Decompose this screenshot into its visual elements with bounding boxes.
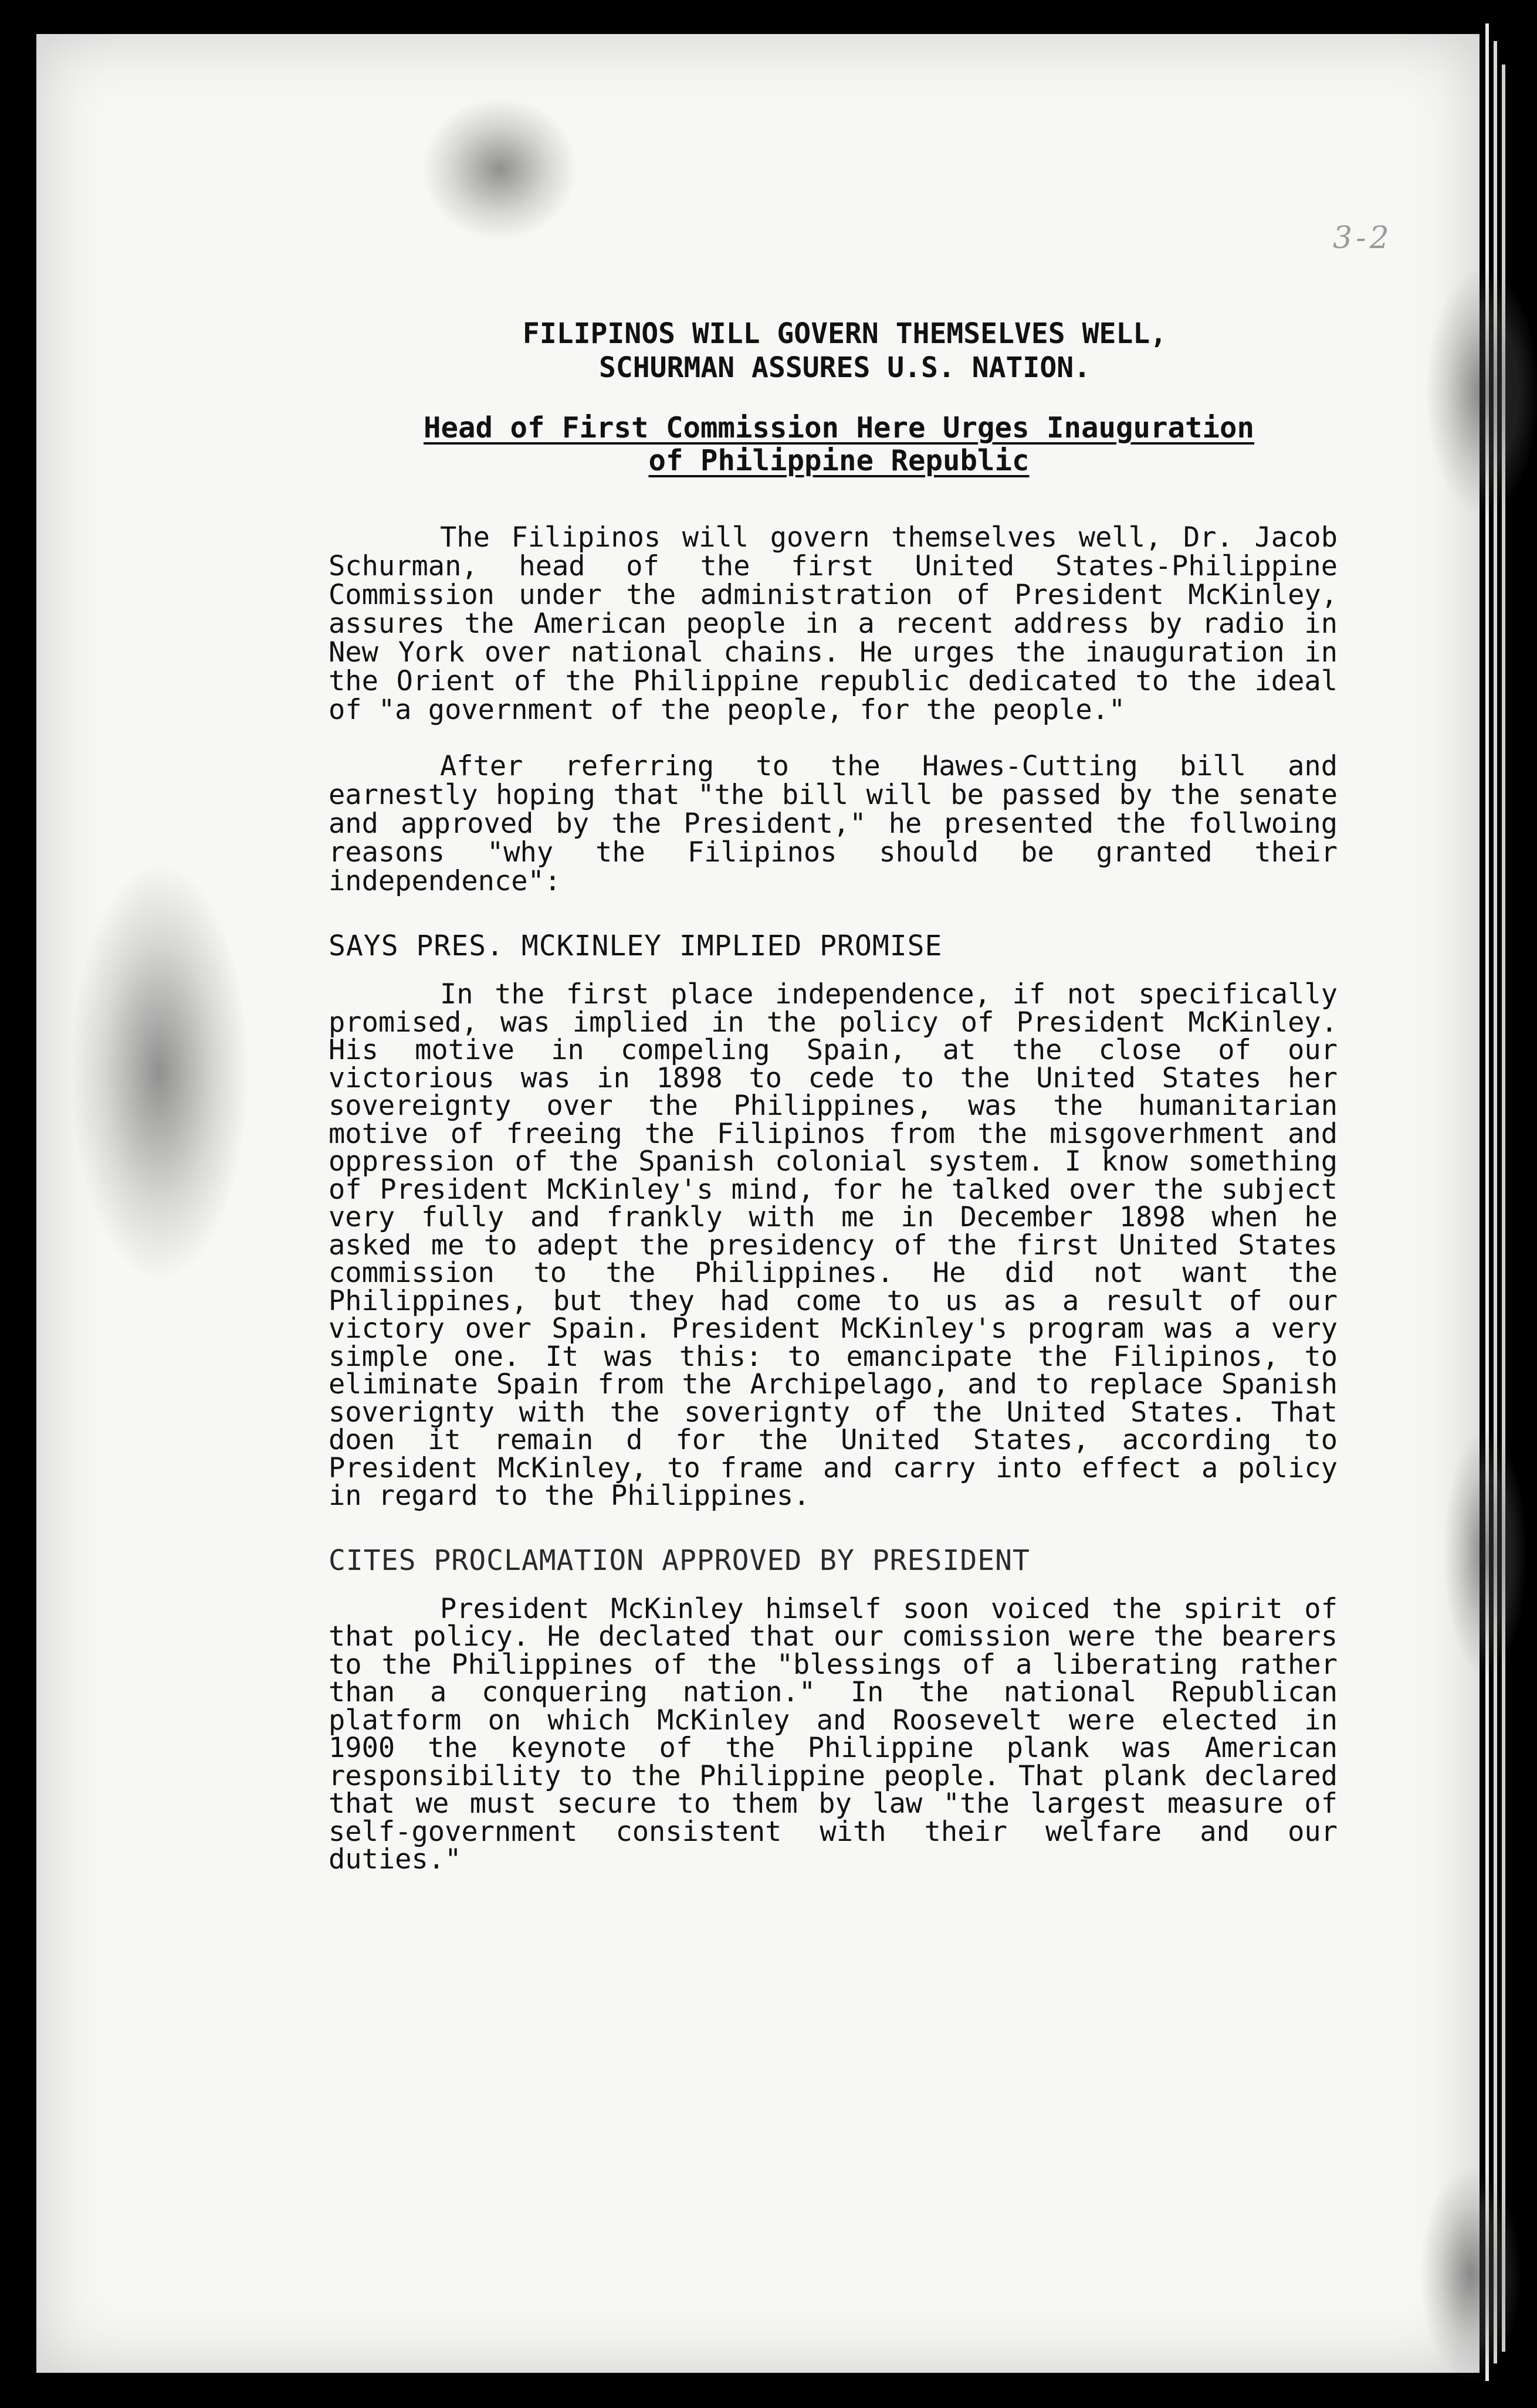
article-body [329, 317, 1338, 1901]
section-heading-mckinley-promise: SAYS PRES. MCKINLEY IMPLIED PROMISE [329, 930, 943, 962]
section-heading-proclamation: CITES PROCLAMATION APPROVED BY PRESIDENT [329, 1544, 1030, 1577]
headline [352, 317, 1338, 385]
subheadline [340, 412, 1338, 477]
page-stack-edge [1485, 23, 1489, 2381]
paragraph-intro: The Filipinos will govern themselves well, Dr. Jacob Schurman, head of the first United States-Philippine Commission under the administration of President McKinley, assures the American people in a recent address by radio in New York over national chains. He urges the inauguration in the Orient of the Philippine republic dedicated to the ideal of "a government of the people, for the people." [329, 521, 1338, 726]
page-stack-edge [1494, 41, 1497, 2363]
margin-note: 3-2 [1333, 221, 1393, 256]
subheadline-line-2: of Philippine Republic [648, 444, 1030, 477]
subheadline-line-1: Head of First Commission Here Urges Inauguration [423, 411, 1255, 445]
paragraph-reasons: After referring to the Hawes-Cutting bill and earnestly hoping that "the bill will be passed by the senate and approved by the President," he presented the follwoing reasons "why the Filipinos should be granted their independence": [329, 750, 1338, 897]
headline-line-1: FILIPINOS WILL GOVERN THEMSELVES WELL, [522, 317, 1167, 350]
paragraph-proclamation: President McKinley himself soon voiced the spirit of that policy. He declated that our comission were the bearers to the Philippines of the "blessings of a liberating rather than a conquering nation." In the national Republican platform on which McKinley and Roosevelt were elected in 1900 the keynote of the Philippine plank was American responsibility to the Philippine people. That plank declared that we must secure to them by law "the largest measure of self-government consistent with their welfare and our duties." [329, 1592, 1338, 1875]
page-stack-edge [1502, 65, 1505, 2352]
paragraph-mckinley-policy: In the first place independence, if not specifically promised, was implied in the policy of President McKinley. His motive in compeling Spain, at the close of our victorious was in 1898 to cede to the United States her sovereignty over the Philippines, was the humanitarian motive of freeing the Filipinos from the misgoverhment and oppression of the Spanish colonial system. I know something of President McKinley's mind, for he talked over the subject very fully and frankly with me in December 1898 when he asked me to adept the presidency of the first United States commission to the Philippines. He did not want the Philippines, but they had come to us as a result of our victory over Spain. President McKinley's program was a very simple one. It was this: to emancipate the Filipinos, to eliminate Spain from the Archipelago, and to replace Spanish soverignty with the soverignty of the United States. That doen it remain d for the United States, according to President McKinley, to frame and carry into effect a policy in regard to the Philippines. [329, 978, 1338, 1512]
headline-line-2: SCHURMAN ASSURES U.S. NATION. [598, 351, 1091, 384]
ink-smudge [424, 99, 576, 239]
ink-smudge [72, 867, 248, 1277]
